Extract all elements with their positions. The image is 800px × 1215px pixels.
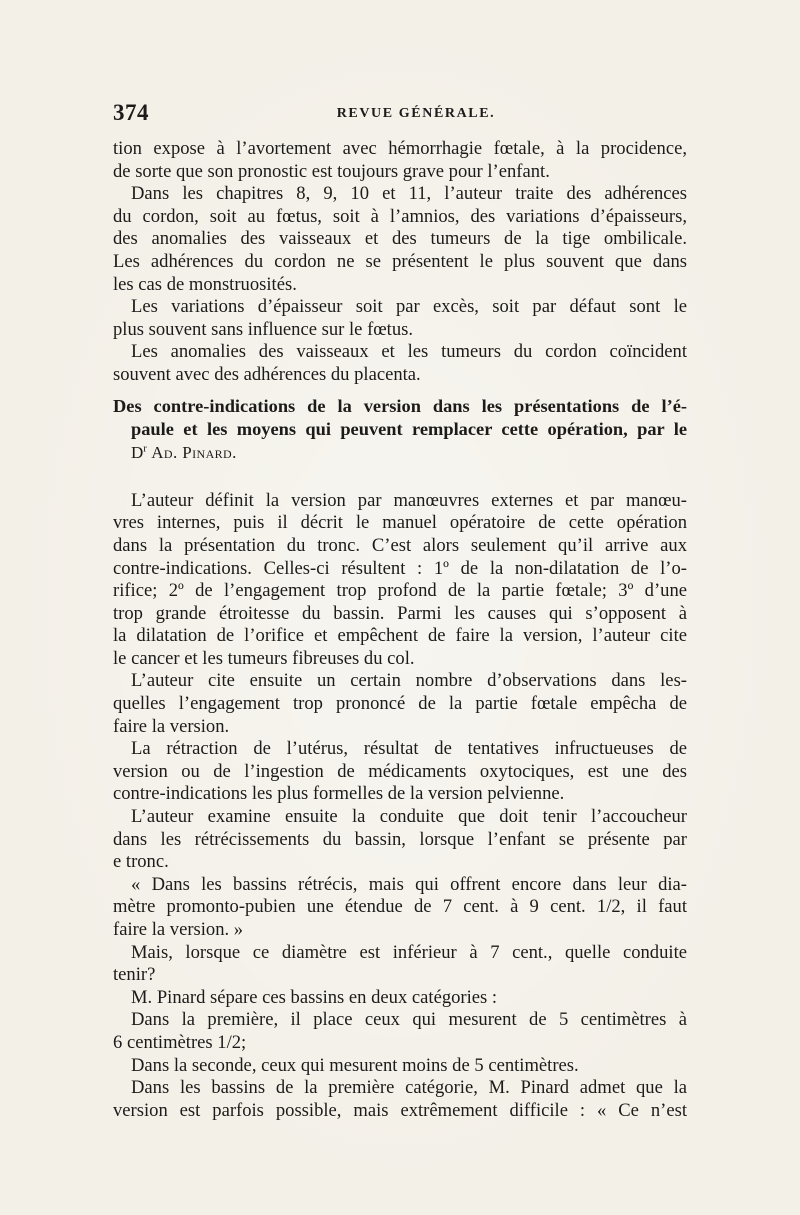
journal-title: REVUE GÉNÉRALE.: [336, 106, 496, 121]
text-line: Dans la première, il place ceux qui mesurent de 5 centimètres à: [131, 1009, 687, 1031]
text-line: Les adhérences du cordon ne se présentent le plus souvent que dans: [113, 250, 687, 272]
text-line: le cancer et les tumeurs fibreuses du col.: [113, 647, 415, 669]
text-line: contre-indications les plus formelles de la version pelvienne.: [113, 783, 565, 805]
text-line: dans la présentation du tronc. C’est alors seulement qu’il arrive aux: [113, 534, 687, 556]
paragraph: [113, 874, 687, 942]
author-name: Ad. Pinard.: [151, 442, 237, 462]
paragraph: [113, 1077, 687, 1122]
text-line: de sorte que son pronostic est toujours grave pour l’enfant.: [113, 160, 550, 182]
text-line: tion expose à l’avortement avec hémorrhagie fœtale, à la procidence,: [113, 138, 687, 159]
spacer: [113, 387, 687, 395]
author-prefix-sup: r: [143, 442, 147, 455]
text-line: La rétraction de l’utérus, résultat de tentatives infructueuses de: [131, 738, 687, 760]
text-line: L’auteur cite ensuite un certain nombre d’observations dans les-: [131, 670, 687, 692]
paragraph: [113, 806, 687, 874]
paragraph: [113, 341, 687, 386]
text-line: M. Pinard sépare ces bassins en deux catégories :: [131, 986, 498, 1008]
text-line: e tronc.: [113, 851, 169, 873]
paragraph: [113, 490, 687, 671]
text-line: souvent avec des adhérences du placenta.: [113, 363, 421, 385]
text-line: vres internes, puis il décrit le manuel opératoire de cette opération: [113, 512, 687, 534]
text-line: Dans les chapitres 8, 9, 10 et 11, l’auteur traite des adhérences: [131, 183, 687, 205]
article-author: [113, 442, 687, 464]
text-line: la dilatation de l’orifice et empêchent de faire la version, l’auteur cite: [113, 625, 687, 647]
text-line: du cordon, soit au fœtus, soit à l’amnios, des variations d’épaisseurs,: [113, 205, 687, 227]
paragraph: [113, 670, 687, 738]
text-line: Dans la seconde, ceux qui mesurent moins de 5 centimètres.: [131, 1054, 579, 1076]
heading-line: paule et les moyens qui peuvent remplacer cette opération, par le: [131, 419, 687, 440]
text-line: faire la version.: [113, 715, 230, 737]
running-head: [113, 100, 689, 132]
text-line: tenir?: [113, 964, 156, 986]
paragraph: [113, 183, 687, 296]
paragraph: [113, 987, 687, 1010]
text-line: des anomalies des vaisseaux et des tumeurs de la tige ombilicale.: [113, 228, 687, 250]
paragraph: [113, 296, 687, 341]
text-line: Dans les bassins de la première catégorie, M. Pinard admet que la: [131, 1077, 687, 1099]
page-number: 374: [113, 100, 149, 125]
text-line: Mais, lorsque ce diamètre est inférieur à 7 cent., quelle conduite: [131, 941, 687, 963]
text-line: contre-indications. Celles-ci résultent : 1º de la non-dilatation de l’o-: [113, 557, 687, 579]
text-line: L’auteur examine ensuite la conduite que doit tenir l’accoucheur: [131, 806, 687, 828]
text-line: Les variations d’épaisseur soit par excès, soit par défaut sont le: [131, 296, 687, 318]
text-line: faire la version. »: [113, 919, 244, 940]
paragraph: [113, 1009, 687, 1054]
text-line: « Dans les bassins rétrécis, mais qui offrent encore dans leur dia-: [131, 873, 687, 895]
heading-line: Des contre-indications de la version dans les présentations de l’é-: [113, 395, 687, 416]
text-line: les cas de monstruosités.: [113, 273, 297, 295]
text-line: trop grande étroitesse du bassin. Parmi les causes qui s’opposent à: [113, 602, 687, 624]
text-line: mètre promonto-pubien une étendue de 7 cent. à 9 cent. 1/2, il faut: [113, 896, 687, 918]
paragraph: [113, 942, 687, 987]
text-line: L’auteur définit la version par manœuvres externes et par manœu-: [131, 489, 687, 511]
article-heading: [113, 395, 687, 464]
paragraph: [113, 138, 687, 183]
text-line: plus souvent sans influence sur le fœtus.: [113, 318, 414, 340]
text-line: 6 centimètres 1/2;: [113, 1031, 247, 1053]
text-line: version est parfois possible, mais extrêmement difficile : « Ce n’est: [113, 1099, 687, 1121]
author-prefix: D: [131, 442, 144, 462]
text-line: version ou de l’ingestion de médicaments oxytociques, est une des: [113, 760, 687, 782]
text-line: rifice; 2º de l’engagement trop profond de la partie fœtale; 3º d’une: [113, 580, 687, 602]
spacer: [113, 464, 687, 490]
text-line: dans les rétrécissements du bassin, lorsque l’enfant se présente par: [113, 828, 687, 850]
paragraph: [113, 1055, 687, 1078]
text-line: Les anomalies des vaisseaux et les tumeurs du cordon coïncident: [131, 341, 687, 363]
paragraph: [113, 738, 687, 806]
body-text: [113, 138, 687, 1122]
text-line: quelles l’engagement trop prononcé de la partie fœtale empêcha de: [113, 693, 687, 715]
